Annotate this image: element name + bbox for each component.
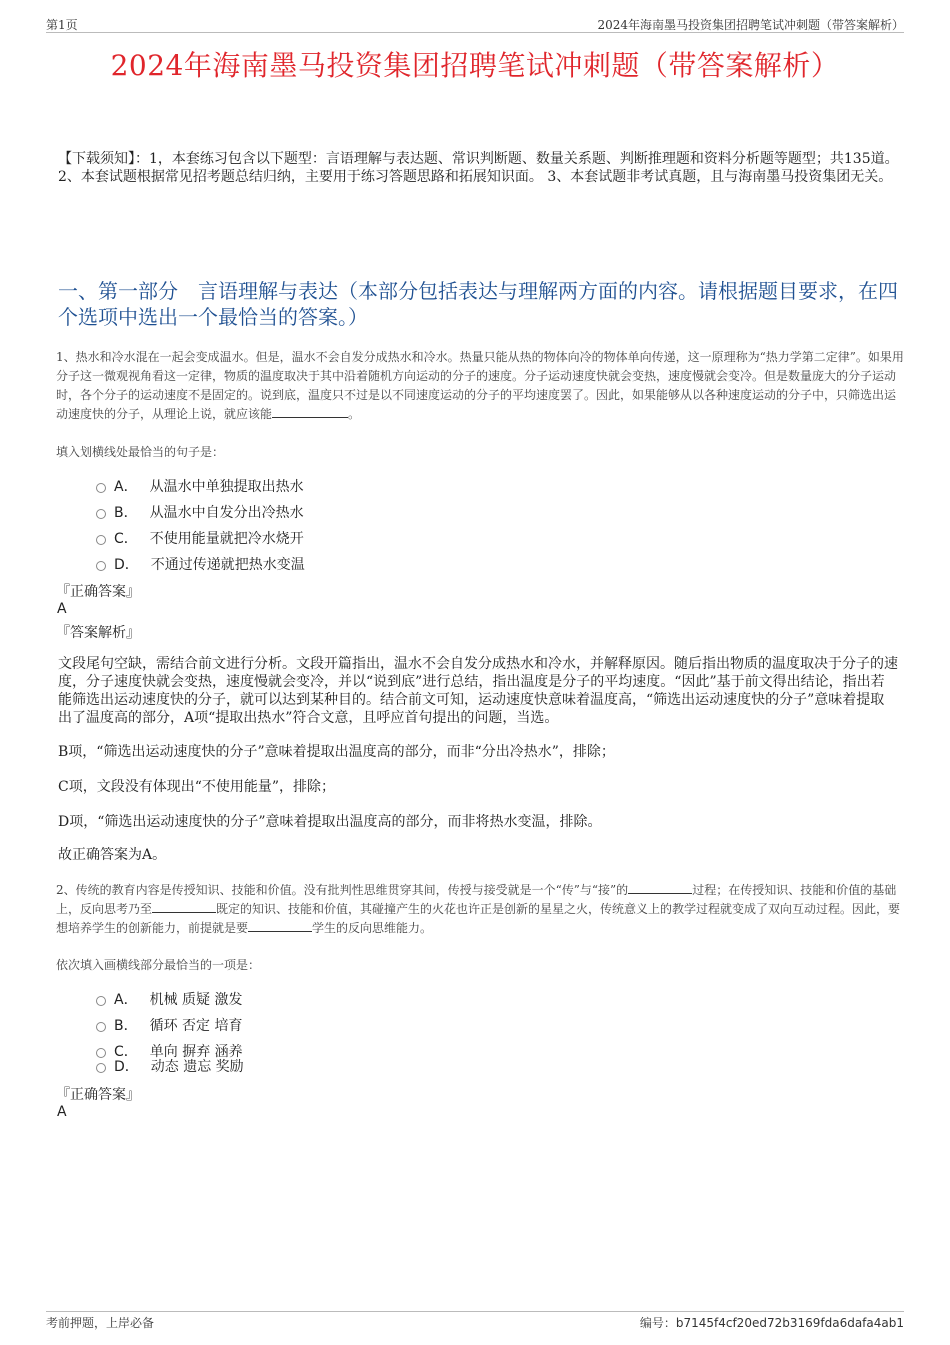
question-2-option-b[interactable] (96, 1015, 243, 1035)
section-heading: 一、第一部分 言语理解与表达（本部分包括表达与理解两方面的内容。请根据题目要求，在四个选项中选出一个最恰当的答案。） (58, 279, 898, 329)
question-1-prompt: 填入划横线处最恰当的句子是： (56, 445, 225, 459)
option-letter: C． (114, 531, 138, 547)
header-page-number: 第1页 (46, 18, 78, 32)
question-2-stem-4: 学生的反向思维能力。 (312, 921, 433, 935)
radio-icon[interactable] (96, 535, 106, 545)
question-2-blank-1 (628, 881, 692, 894)
question-1-analysis-paragraph: 文段尾句空缺，需结合前文进行分析。文段开篇指出，温水不会自发分成热水和冷水，并解释原因。随后指出物质的温度取决于分子的速度，分子速度快就会变热，速度慢就会变冷，并以“说到底”进行总结，指出温度是分子的平均速度。“因此”基于前文得出结论，指出若能筛选出运动速度快的分子，就可以达到某种目的。结合前文可知，运动速度快意味着温度高，“筛选出运动速度快的分子”意味着提取出了温度高的部分，A项“提取出热水”符合文意，且呼应首句提出的问题，当选。 (58, 656, 898, 726)
option-text: 不使用能量就把冷水烧开 (149, 531, 304, 547)
question-1-stem-end: 。 (348, 407, 361, 421)
question-2-stem-1: 2、传统的教育内容是传授知识、技能和价值。没有批判性思维贯穿其间，传授与接受就是一个“传”与“接”的 (56, 883, 629, 897)
question-1-answer-label: 『正确答案』 (56, 584, 140, 600)
question-2-blank-2 (152, 900, 216, 913)
footer-doc-id: 编号：b7145f4cf20ed72b3169fda6dafa4ab1 (639, 1316, 904, 1330)
header-divider (46, 32, 904, 33)
header-doc-title: 2024年海南墨马投资集团招聘笔试冲刺题（带答案解析） (597, 18, 904, 32)
radio-icon[interactable] (96, 509, 106, 519)
question-2-option-a[interactable] (96, 989, 242, 1009)
option-text: 不通过传递就把热水变温 (150, 557, 305, 573)
question-2-blank-3 (248, 919, 312, 932)
footer-divider (46, 1311, 904, 1312)
question-1-option-d[interactable] (96, 554, 305, 574)
option-letter: D． (114, 557, 139, 573)
question-2-stem-3: 既定的知识、技能和价值，其碰撞产生的火花也许正是创新的星星之火，传统意义上的教学过程就变成了双向互动过程。因此，要想培养学生的创新能力，前提就是要 (56, 902, 901, 935)
question-1-analysis-d: D项，“筛选出运动速度快的分子”意味着提取出温度高的部分，而非将热水变温，排除。 (58, 814, 602, 830)
option-text: 机械 质疑 激发 (149, 992, 243, 1008)
radio-icon[interactable] (96, 1063, 106, 1073)
option-text: 单向 摒弃 涵养 (149, 1044, 243, 1060)
option-letter: B． (114, 1018, 138, 1034)
question-1-analysis-b: B项，“筛选出运动速度快的分子”意味着提取出温度高的部分，而非“分出冷热水”，排除； (58, 744, 615, 760)
option-letter: A． (114, 992, 138, 1008)
option-letter: A． (114, 479, 138, 495)
question-2-stem-2: 过程；在传授知识、技能和价值的基础上，反向思考乃至 (56, 883, 897, 916)
question-1-analysis-label: 『答案解析』 (56, 625, 140, 641)
footer-slogan: 考前押题，上岸必备 (46, 1316, 155, 1330)
question-1-option-b[interactable] (96, 502, 304, 522)
question-1-conclusion: 故正确答案为A。 (58, 847, 167, 863)
question-1-blank (272, 405, 348, 418)
question-1-stem: 1、热水和冷水混在一起会变成温水。但是，温水不会自发分成热水和冷水。热量只能从热的物体向冷的物体单向传递，这一原理称为“热力学第二定律”。如果用分子这一微观视角看这一定律，物质的温度取决于其中沿着随机方向运动的分子的速度。分子运动速度快就会变热，速度慢就会变冷。但是数量庞大的分子运动时，各个分子的运动速度不是固定的。说到底，温度只不过是以不同速度运动的分子的平均速度罢了。因此，如果能够从以各种速度运动的分子中，只筛选出运动速度快的分子，从理论上说，就应该能 (56, 350, 904, 421)
question-1-option-a[interactable] (96, 476, 304, 496)
page-title: 2024年海南墨马投资集团招聘笔试冲刺题（带答案解析） (110, 49, 840, 82)
download-notice: 【下载须知】：1，本套练习包含以下题型：言语理解与表达题、常识判断题、数量关系题、判断推理题和资料分析题等题型；共135道。 2、本套试题根据常见招考题总结归纳，主要用于练习答题思路和拓展知识面。 3、本套试题非考试真题，且与海南墨马投资集团无关。 (58, 151, 899, 185)
question-2-answer: A (57, 1104, 67, 1120)
radio-icon[interactable] (96, 1022, 106, 1032)
radio-icon[interactable] (96, 996, 106, 1006)
question-1-answer: A (57, 601, 67, 617)
option-text: 从温水中单独提取出热水 (149, 479, 304, 495)
radio-icon[interactable] (96, 561, 106, 571)
option-text: 动态 遗忘 奖励 (150, 1059, 244, 1075)
option-letter: B． (114, 505, 138, 521)
question-2-prompt: 依次填入画横线部分最恰当的一项是： (56, 958, 261, 972)
question-1-option-c[interactable] (96, 528, 304, 548)
question-2-text (56, 881, 906, 938)
option-text: 循环 否定 培育 (149, 1018, 243, 1034)
question-2-option-d[interactable] (96, 1056, 244, 1076)
option-letter: D． (114, 1059, 139, 1075)
question-1-text (56, 348, 906, 424)
option-letter: C． (114, 1044, 138, 1060)
question-2-answer-label: 『正确答案』 (56, 1087, 140, 1103)
question-1-analysis-c: C项，文段没有体现出“不使用能量”，排除； (58, 779, 336, 795)
option-text: 从温水中自发分出冷热水 (149, 505, 304, 521)
radio-icon[interactable] (96, 483, 106, 493)
